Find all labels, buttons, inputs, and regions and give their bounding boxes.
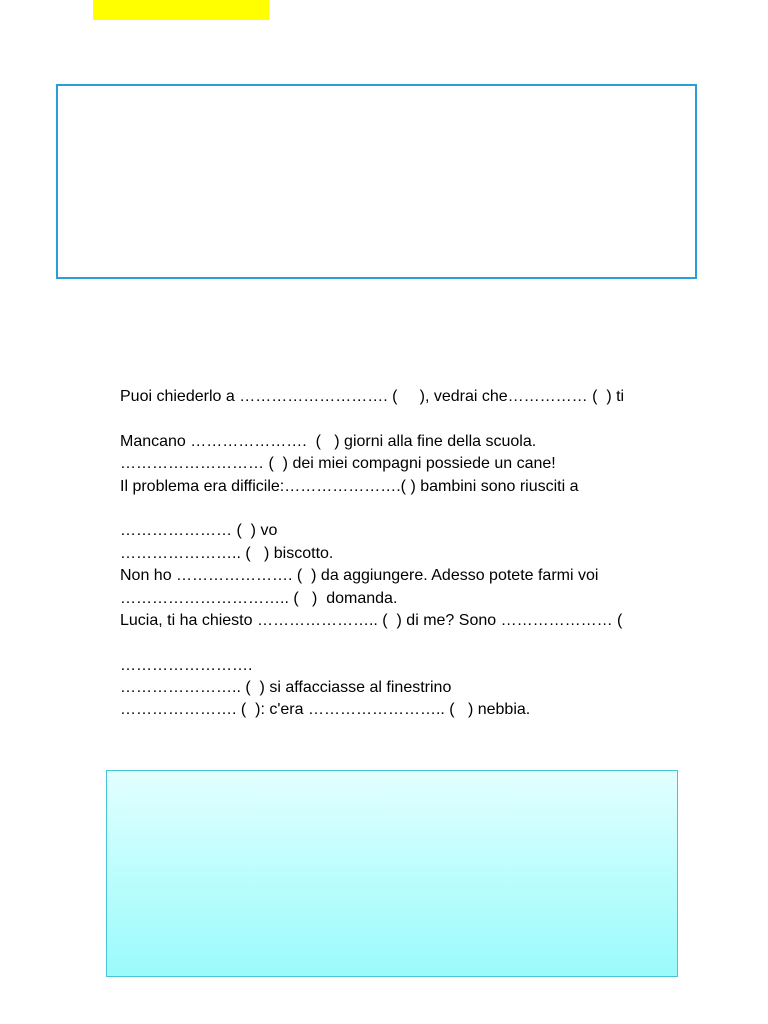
exercise-line-7: ………………… ( ) vo <box>120 522 278 540</box>
exercise-line-14: ………………….. ( ) si affacciasse al finestrino <box>120 679 452 697</box>
exercise-line-2 <box>120 408 720 430</box>
exercise-line-12 <box>120 632 720 654</box>
exercise-line-4: ……………………… ( ) dei miei compagni possiede un cane! <box>120 455 556 473</box>
cyan-gradient-box <box>106 770 678 977</box>
exercise-line-3: Mancano …………………. ( ) giorni alla fine della scuola. <box>120 432 537 450</box>
exercise-line-6 <box>120 498 720 520</box>
exercise-line-9: Non ho …………………. ( ) da aggiungere. Adesso potete farmi voi <box>120 567 599 585</box>
blue-bordered-box <box>56 84 697 279</box>
fill-in-exercise <box>120 386 720 722</box>
exercise-line-8: ………………….. ( ) biscotto. <box>120 544 334 562</box>
exercise-line-10: ………………………….. ( ) domanda. <box>120 589 398 607</box>
exercise-line-1: Puoi chiederlo a ………………………. ( ), vedrai che…………… ( ) ti <box>120 388 625 405</box>
exercise-line-5: Il problema era difficile:………………….( ) bambini sono riusciti a <box>120 477 579 495</box>
exercise-line-15: …………………. ( ): c'era …………………….. ( ) nebbia. <box>120 701 531 719</box>
yellow-highlight-bar <box>93 0 269 20</box>
exercise-line-11: Lucia, ti ha chiesto ………………….. ( ) di me? Sono ………………… ( <box>120 611 623 629</box>
exercise-line-13: ……………………. <box>120 656 253 674</box>
